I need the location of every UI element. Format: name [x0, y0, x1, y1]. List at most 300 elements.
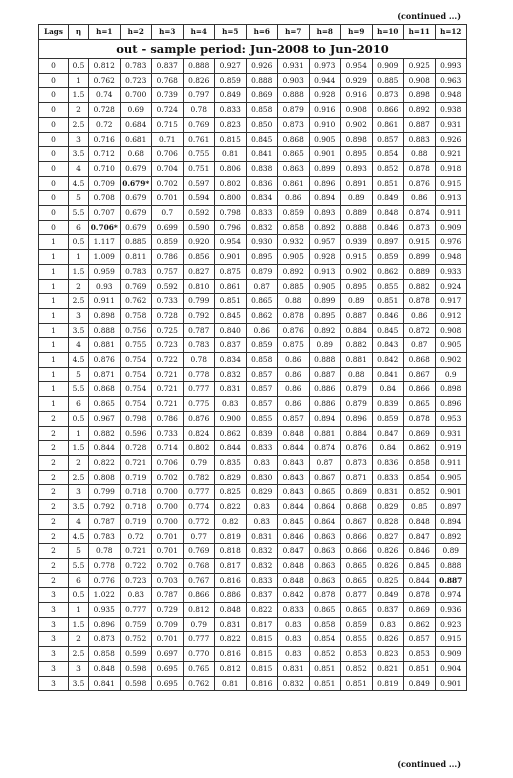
eta-cell: 5 — [69, 367, 89, 382]
value-cell: 0.68 — [120, 147, 152, 162]
value-cell: 0.700 — [120, 88, 152, 103]
value-cell: 0.822 — [215, 500, 247, 515]
value-cell: 0.847 — [372, 426, 404, 441]
lag-cell: 1 — [39, 250, 69, 265]
table-row — [39, 59, 467, 74]
lag-cell: 0 — [39, 73, 69, 88]
value-cell: 0.829 — [246, 485, 278, 500]
value-cell: 0.858 — [246, 353, 278, 368]
value-cell: 0.857 — [246, 367, 278, 382]
eta-cell: 1 — [69, 250, 89, 265]
value-cell: 0.866 — [341, 544, 373, 559]
value-cell: 0.863 — [309, 573, 341, 588]
value-cell: 0.853 — [404, 647, 436, 662]
eta-cell: 3 — [69, 132, 89, 147]
value-cell: 0.910 — [309, 117, 341, 132]
value-cell: 0.887 — [404, 117, 436, 132]
value-cell: 0.846 — [404, 544, 436, 559]
value-cell: 0.882 — [89, 426, 121, 441]
value-cell: 0.974 — [435, 588, 467, 603]
value-cell: 0.701 — [152, 632, 184, 647]
table-row — [39, 529, 467, 544]
value-cell: 0.939 — [341, 235, 373, 250]
value-cell: 0.878 — [278, 308, 310, 323]
value-cell: 0.83 — [120, 588, 152, 603]
value-cell: 0.83 — [372, 617, 404, 632]
value-cell: 0.915 — [435, 176, 467, 191]
value-cell: 0.832 — [278, 676, 310, 691]
value-cell: 0.701 — [152, 191, 184, 206]
eta-cell: 4 — [69, 514, 89, 529]
lag-cell: 2 — [39, 544, 69, 559]
value-cell: 0.719 — [120, 514, 152, 529]
value-cell: 0.848 — [278, 558, 310, 573]
value-cell: 0.704 — [152, 161, 184, 176]
lag-cell: 2 — [39, 558, 69, 573]
value-cell: 0.843 — [278, 485, 310, 500]
value-cell: 0.838 — [246, 161, 278, 176]
value-cell: 0.867 — [341, 514, 373, 529]
value-cell: 0.864 — [309, 500, 341, 515]
value-cell: 0.834 — [215, 353, 247, 368]
lag-cell: 3 — [39, 632, 69, 647]
value-cell: 0.862 — [404, 617, 436, 632]
value-cell: 0.899 — [309, 161, 341, 176]
value-cell: 0.754 — [120, 353, 152, 368]
lag-cell: 1 — [39, 264, 69, 279]
value-cell: 0.957 — [309, 235, 341, 250]
value-cell: 0.842 — [372, 353, 404, 368]
value-cell: 0.599 — [120, 647, 152, 662]
value-cell: 0.876 — [278, 323, 310, 338]
value-cell: 0.812 — [215, 661, 247, 676]
value-cell: 0.829 — [372, 500, 404, 515]
value-cell: 0.879 — [278, 103, 310, 118]
value-cell: 0.769 — [120, 279, 152, 294]
value-cell: 0.709 — [152, 617, 184, 632]
value-cell: 0.874 — [404, 206, 436, 221]
value-cell: 0.768 — [183, 558, 215, 573]
value-cell: 0.881 — [309, 426, 341, 441]
lag-cell: 1 — [39, 323, 69, 338]
value-cell: 0.706 — [152, 455, 184, 470]
lag-cell: 3 — [39, 603, 69, 618]
value-cell: 0.948 — [435, 250, 467, 265]
eta-cell: 0.5 — [69, 235, 89, 250]
value-cell: 0.714 — [152, 441, 184, 456]
value-cell: 0.876 — [183, 411, 215, 426]
value-cell: 0.929 — [341, 73, 373, 88]
eta-cell: 2 — [69, 632, 89, 647]
value-cell: 0.858 — [278, 220, 310, 235]
value-cell: 0.88 — [404, 147, 436, 162]
value-cell: 0.851 — [215, 294, 247, 309]
value-cell: 0.896 — [341, 411, 373, 426]
eta-cell: 3.5 — [69, 500, 89, 515]
value-cell: 0.7 — [152, 206, 184, 221]
value-cell: 0.815 — [246, 661, 278, 676]
value-cell: 0.881 — [341, 353, 373, 368]
lag-cell: 2 — [39, 485, 69, 500]
value-cell: 0.876 — [341, 441, 373, 456]
value-cell: 0.829 — [215, 470, 247, 485]
value-cell: 0.844 — [278, 441, 310, 456]
value-cell: 0.849 — [404, 676, 436, 691]
value-cell: 0.718 — [120, 500, 152, 515]
value-cell: 0.876 — [89, 353, 121, 368]
value-cell: 0.815 — [246, 632, 278, 647]
value-cell: 0.954 — [215, 235, 247, 250]
value-cell: 0.931 — [278, 59, 310, 74]
value-cell: 0.861 — [372, 117, 404, 132]
value-cell: 0.889 — [404, 264, 436, 279]
value-cell: 0.72 — [120, 529, 152, 544]
value-cell: 0.74 — [89, 88, 121, 103]
value-cell: 0.857 — [246, 397, 278, 412]
value-cell: 0.846 — [278, 529, 310, 544]
value-cell: 0.863 — [309, 558, 341, 573]
eta-cell: 1 — [69, 73, 89, 88]
lag-cell: 1 — [39, 308, 69, 323]
value-cell: 0.837 — [215, 338, 247, 353]
value-cell: 0.848 — [404, 514, 436, 529]
value-cell: 0.873 — [372, 88, 404, 103]
value-cell: 0.83 — [278, 617, 310, 632]
value-cell: 0.700 — [152, 485, 184, 500]
column-header: η — [69, 25, 89, 40]
value-cell: 1.117 — [89, 235, 121, 250]
value-cell: 0.84 — [372, 441, 404, 456]
value-cell: 0.896 — [435, 397, 467, 412]
value-cell: 0.822 — [215, 632, 247, 647]
value-cell: 0.832 — [246, 544, 278, 559]
value-cell: 0.873 — [404, 220, 436, 235]
value-cell: 0.901 — [435, 485, 467, 500]
eta-cell: 6 — [69, 220, 89, 235]
value-cell: 0.935 — [89, 603, 121, 618]
value-cell: 0.833 — [215, 103, 247, 118]
value-cell: 0.806 — [215, 161, 247, 176]
value-cell: 0.816 — [246, 676, 278, 691]
value-cell: 0.816 — [215, 573, 247, 588]
table-row — [39, 353, 467, 368]
value-cell: 0.920 — [183, 235, 215, 250]
value-cell: 0.916 — [309, 103, 341, 118]
value-cell: 0.901 — [435, 676, 467, 691]
value-cell: 0.886 — [309, 382, 341, 397]
table-row — [39, 382, 467, 397]
value-cell: 0.79 — [183, 617, 215, 632]
value-cell: 0.898 — [404, 88, 436, 103]
value-cell: 0.724 — [152, 103, 184, 118]
value-cell: 0.848 — [278, 573, 310, 588]
value-cell: 0.86 — [278, 367, 310, 382]
value-cell: 0.777 — [183, 382, 215, 397]
value-cell: 0.884 — [341, 323, 373, 338]
value-cell: 0.842 — [278, 588, 310, 603]
value-cell: 0.900 — [215, 411, 247, 426]
value-cell: 0.875 — [215, 264, 247, 279]
value-cell: 0.888 — [309, 353, 341, 368]
value-cell: 0.888 — [435, 558, 467, 573]
value-cell: 0.846 — [372, 220, 404, 235]
value-cell: 0.836 — [246, 176, 278, 191]
value-cell: 0.925 — [404, 59, 436, 74]
value-cell: 0.895 — [341, 147, 373, 162]
lag-cell: 3 — [39, 617, 69, 632]
eta-cell: 1 — [69, 603, 89, 618]
value-cell: 0.719 — [120, 470, 152, 485]
value-cell: 0.835 — [215, 455, 247, 470]
value-cell: 0.810 — [183, 279, 215, 294]
value-cell: 0.798 — [120, 411, 152, 426]
value-cell: 0.888 — [183, 59, 215, 74]
value-cell: 0.822 — [246, 603, 278, 618]
value-cell: 0.802 — [183, 441, 215, 456]
lag-cell: 0 — [39, 59, 69, 74]
lag-cell: 1 — [39, 279, 69, 294]
value-cell: 0.895 — [309, 308, 341, 323]
eta-cell: 4.5 — [69, 353, 89, 368]
value-cell: 0.832 — [215, 367, 247, 382]
value-cell: 0.903 — [278, 73, 310, 88]
column-header: h=3 — [152, 25, 184, 40]
value-cell: 0.879 — [341, 382, 373, 397]
value-cell: 0.826 — [372, 558, 404, 573]
value-cell: 0.775 — [183, 397, 215, 412]
value-cell: 0.759 — [120, 617, 152, 632]
value-cell: 0.909 — [435, 220, 467, 235]
value-cell: 0.733 — [152, 294, 184, 309]
value-cell: 0.708 — [89, 191, 121, 206]
value-cell: 0.882 — [341, 338, 373, 353]
value-cell: 0.932 — [278, 235, 310, 250]
value-cell: 0.828 — [372, 514, 404, 529]
lag-cell: 2 — [39, 470, 69, 485]
value-cell: 0.873 — [278, 117, 310, 132]
value-cell: 0.884 — [341, 426, 373, 441]
value-cell: 0.723 — [120, 73, 152, 88]
value-cell: 0.783 — [120, 264, 152, 279]
value-cell: 0.850 — [246, 117, 278, 132]
column-header: h=12 — [435, 25, 467, 40]
value-cell: 0.885 — [278, 279, 310, 294]
value-cell: 0.859 — [372, 411, 404, 426]
table-row — [39, 411, 467, 426]
value-cell: 0.596 — [120, 426, 152, 441]
value-cell: 0.847 — [404, 529, 436, 544]
column-header: h=1 — [89, 25, 121, 40]
table-header-row — [39, 25, 467, 40]
value-cell: 0.862 — [246, 308, 278, 323]
column-header: h=4 — [183, 25, 215, 40]
value-cell: 0.762 — [120, 294, 152, 309]
value-cell: 0.911 — [435, 455, 467, 470]
value-cell: 0.721 — [120, 455, 152, 470]
value-cell: 0.913 — [435, 191, 467, 206]
value-cell: 0.816 — [215, 647, 247, 662]
value-cell: 0.913 — [309, 264, 341, 279]
value-cell: 0.885 — [120, 235, 152, 250]
value-cell: 0.868 — [89, 382, 121, 397]
lag-cell: 1 — [39, 338, 69, 353]
value-cell: 0.854 — [404, 470, 436, 485]
value-cell: 0.786 — [152, 411, 184, 426]
value-cell: 0.797 — [183, 88, 215, 103]
eta-cell: 0.5 — [69, 411, 89, 426]
value-cell: 0.854 — [309, 632, 341, 647]
value-cell: 0.811 — [120, 250, 152, 265]
value-cell: 0.833 — [246, 206, 278, 221]
value-cell: 0.864 — [309, 514, 341, 529]
value-cell: 0.81 — [215, 147, 247, 162]
lag-cell: 2 — [39, 411, 69, 426]
value-cell: 0.848 — [278, 426, 310, 441]
value-cell: 0.865 — [246, 294, 278, 309]
value-cell: 0.933 — [435, 264, 467, 279]
value-cell: 0.855 — [341, 632, 373, 647]
value-cell: 0.799 — [89, 485, 121, 500]
value-cell: 0.831 — [215, 382, 247, 397]
eta-cell: 4 — [69, 338, 89, 353]
value-cell: 0.817 — [215, 558, 247, 573]
value-cell: 0.826 — [372, 544, 404, 559]
value-cell: 0.755 — [120, 338, 152, 353]
value-cell: 0.868 — [404, 353, 436, 368]
value-cell: 0.917 — [435, 294, 467, 309]
value-cell: 0.857 — [278, 411, 310, 426]
value-cell: 0.836 — [372, 455, 404, 470]
table-row — [39, 338, 467, 353]
value-cell: 0.896 — [89, 617, 121, 632]
table-row — [39, 132, 467, 147]
value-cell: 0.86 — [246, 323, 278, 338]
value-cell: 0.905 — [278, 250, 310, 265]
value-cell: 0.792 — [89, 500, 121, 515]
value-cell: 0.721 — [152, 382, 184, 397]
eta-cell: 4.5 — [69, 529, 89, 544]
lag-cell: 0 — [39, 103, 69, 118]
value-cell: 0.862 — [404, 441, 436, 456]
eta-cell: 3.5 — [69, 676, 89, 691]
value-cell: 0.9 — [435, 367, 467, 382]
continued-label-top: (continued ...) — [397, 11, 461, 21]
value-cell: 0.877 — [341, 588, 373, 603]
value-cell: 0.845 — [278, 514, 310, 529]
lag-cell: 1 — [39, 382, 69, 397]
table-row — [39, 470, 467, 485]
value-cell: 0.894 — [435, 514, 467, 529]
value-cell: 0.844 — [278, 500, 310, 515]
value-cell: 0.702 — [152, 470, 184, 485]
value-cell: 0.833 — [246, 573, 278, 588]
value-cell: 0.83 — [278, 647, 310, 662]
value-cell: 0.865 — [309, 485, 341, 500]
value-cell: 0.948 — [435, 88, 467, 103]
value-cell: 0.786 — [152, 250, 184, 265]
value-cell: 0.718 — [120, 485, 152, 500]
value-cell: 0.891 — [341, 176, 373, 191]
value-cell: 0.878 — [404, 411, 436, 426]
value-cell: 0.701 — [152, 529, 184, 544]
value-cell: 0.856 — [183, 250, 215, 265]
value-cell: 0.802 — [215, 176, 247, 191]
value-cell: 0.905 — [435, 338, 467, 353]
value-cell: 0.859 — [341, 617, 373, 632]
value-cell: 0.936 — [435, 603, 467, 618]
value-cell: 0.895 — [246, 250, 278, 265]
value-cell: 0.815 — [215, 132, 247, 147]
column-header: h=6 — [246, 25, 278, 40]
table-row — [39, 573, 467, 588]
value-cell: 0.911 — [89, 294, 121, 309]
lag-cell: 1 — [39, 294, 69, 309]
value-cell: 0.721 — [152, 397, 184, 412]
value-cell: 0.843 — [278, 470, 310, 485]
value-cell: 0.862 — [215, 426, 247, 441]
value-cell: 1.009 — [89, 250, 121, 265]
value-cell: 0.865 — [341, 558, 373, 573]
value-cell: 0.885 — [372, 73, 404, 88]
value-cell: 0.826 — [372, 632, 404, 647]
value-cell: 0.762 — [183, 676, 215, 691]
eta-cell: 4 — [69, 161, 89, 176]
value-cell: 0.77 — [183, 529, 215, 544]
lag-cell: 1 — [39, 353, 69, 368]
value-cell: 0.733 — [152, 426, 184, 441]
table-row — [39, 632, 467, 647]
value-cell: 0.894 — [309, 191, 341, 206]
value-cell: 0.915 — [404, 235, 436, 250]
value-cell: 0.701 — [152, 544, 184, 559]
lag-cell: 3 — [39, 588, 69, 603]
value-cell: 0.86 — [278, 397, 310, 412]
value-cell: 0.863 — [309, 529, 341, 544]
value-cell: 0.866 — [404, 382, 436, 397]
value-cell: 0.832 — [246, 558, 278, 573]
value-cell: 0.844 — [404, 573, 436, 588]
value-cell: 0.88 — [341, 367, 373, 382]
lag-cell: 2 — [39, 529, 69, 544]
value-cell: 0.695 — [152, 676, 184, 691]
value-cell: 0.831 — [372, 485, 404, 500]
value-cell: 0.729 — [152, 603, 184, 618]
column-header: h=10 — [372, 25, 404, 40]
column-header: h=5 — [215, 25, 247, 40]
value-cell: 0.867 — [404, 367, 436, 382]
value-cell: 0.888 — [278, 88, 310, 103]
value-cell: 0.78 — [183, 353, 215, 368]
value-cell: 0.865 — [309, 603, 341, 618]
value-cell: 0.712 — [89, 147, 121, 162]
value-cell: 0.928 — [309, 88, 341, 103]
value-cell: 0.873 — [341, 455, 373, 470]
table-row — [39, 294, 467, 309]
value-cell: 0.918 — [435, 161, 467, 176]
value-cell: 0.824 — [183, 426, 215, 441]
value-cell: 0.869 — [341, 485, 373, 500]
value-cell: 0.892 — [435, 529, 467, 544]
value-cell: 0.911 — [435, 206, 467, 221]
value-cell: 0.892 — [404, 103, 436, 118]
value-cell: 0.679 — [120, 161, 152, 176]
value-cell: 0.752 — [120, 632, 152, 647]
value-cell: 0.867 — [309, 470, 341, 485]
lag-cell: 1 — [39, 397, 69, 412]
value-cell: 0.833 — [372, 470, 404, 485]
value-cell: 0.812 — [89, 59, 121, 74]
value-cell: 0.844 — [89, 441, 121, 456]
